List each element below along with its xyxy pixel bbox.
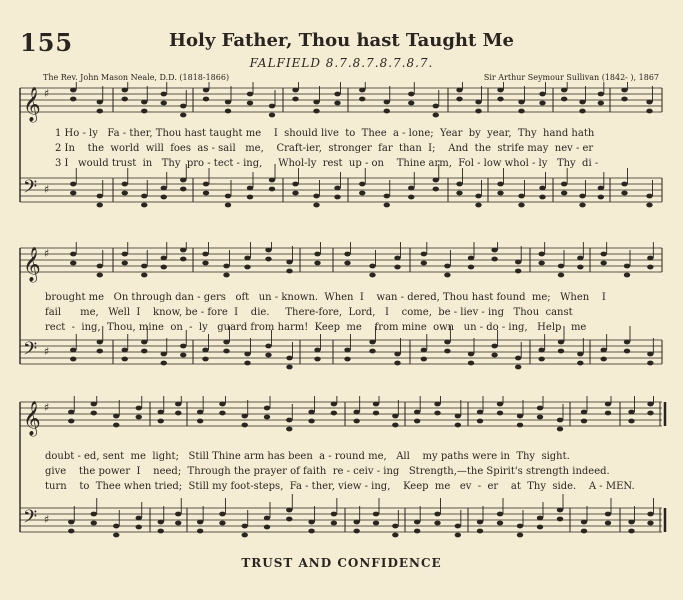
bass-staff	[20, 164, 662, 207]
treble-clef-icon: 𝄞	[23, 401, 41, 436]
bass-clef-icon: 𝄢	[23, 339, 38, 364]
hymn-category: TRUST AND CONFIDENCE	[241, 556, 442, 570]
music-system-2: 𝄞 ♯ 𝄢 ♯ brought me On through dan - gers oft un - known. When I wan - dered, Thou hast found me; When I fail me, Well I know, be - fore I die. There-fore, Lord, I come, be - liev - ing Thou canst rect - ing, Thou, mine on - ly guard from harm! Keep me from mine own un - do - ing, Help me	[0, 242, 683, 382]
music-system-3: 𝄞 ♯ 𝄢 ♯ doubt - ed, sent me light; Still Thine arm has been a - round me, All my paths were in Thy sight. give the power I need; Through the prayer of faith re - ceiv - ing Strength,—the Spirit's strength indeed. turn to Thee when tried; Still my foot-steps, Fa - ther, view - ing, Keep me ev - er at Thy side. A - MEN.	[0, 396, 683, 551]
bass-clef-icon: 𝄢	[23, 177, 38, 202]
sharp-icon: ♯	[44, 247, 50, 260]
treble-staff	[20, 82, 662, 123]
sharp-icon: ♯	[44, 87, 50, 100]
composer-credit: Sir Arthur Seymour Sullivan (1842- ), 1867	[483, 73, 659, 82]
treble-clef-icon: 𝄞	[23, 87, 41, 122]
sharp-icon: ♯	[44, 345, 50, 358]
bass-staff	[20, 494, 662, 537]
sharp-icon: ♯	[44, 401, 50, 414]
tune-name: FALFIELD 8.7.8.7.8.7.8.7.	[249, 56, 434, 70]
sharp-icon: ♯	[44, 513, 50, 526]
bass-clef-icon: 𝄢	[23, 507, 38, 532]
sharp-icon: ♯	[44, 183, 50, 196]
music-system-1: 𝄞 ♯ 𝄢 ♯ 1 Ho - ly Fa - ther, Thou hast taught me I should live to Thee a - lone; Year by year, Thy hand hath 2 In the world will foes as - sail me, Craft-ier, stronger far than I; And the strife may nev - er 3 I would trust in Thy pro - tect - ing, Whol-ly rest up - on Thine arm, Fol - low whol - ly Thy di -	[0, 82, 683, 222]
treble-clef-icon: 𝄞	[23, 247, 41, 282]
hymn-number: 155	[20, 28, 74, 57]
hymn-title: Holy Father, Thou hast Taught Me	[169, 30, 514, 51]
treble-staff	[20, 396, 662, 437]
treble-staff	[20, 242, 662, 283]
author-credit: The Rev. John Mason Neale, D.D. (1818-1866)	[43, 73, 230, 82]
